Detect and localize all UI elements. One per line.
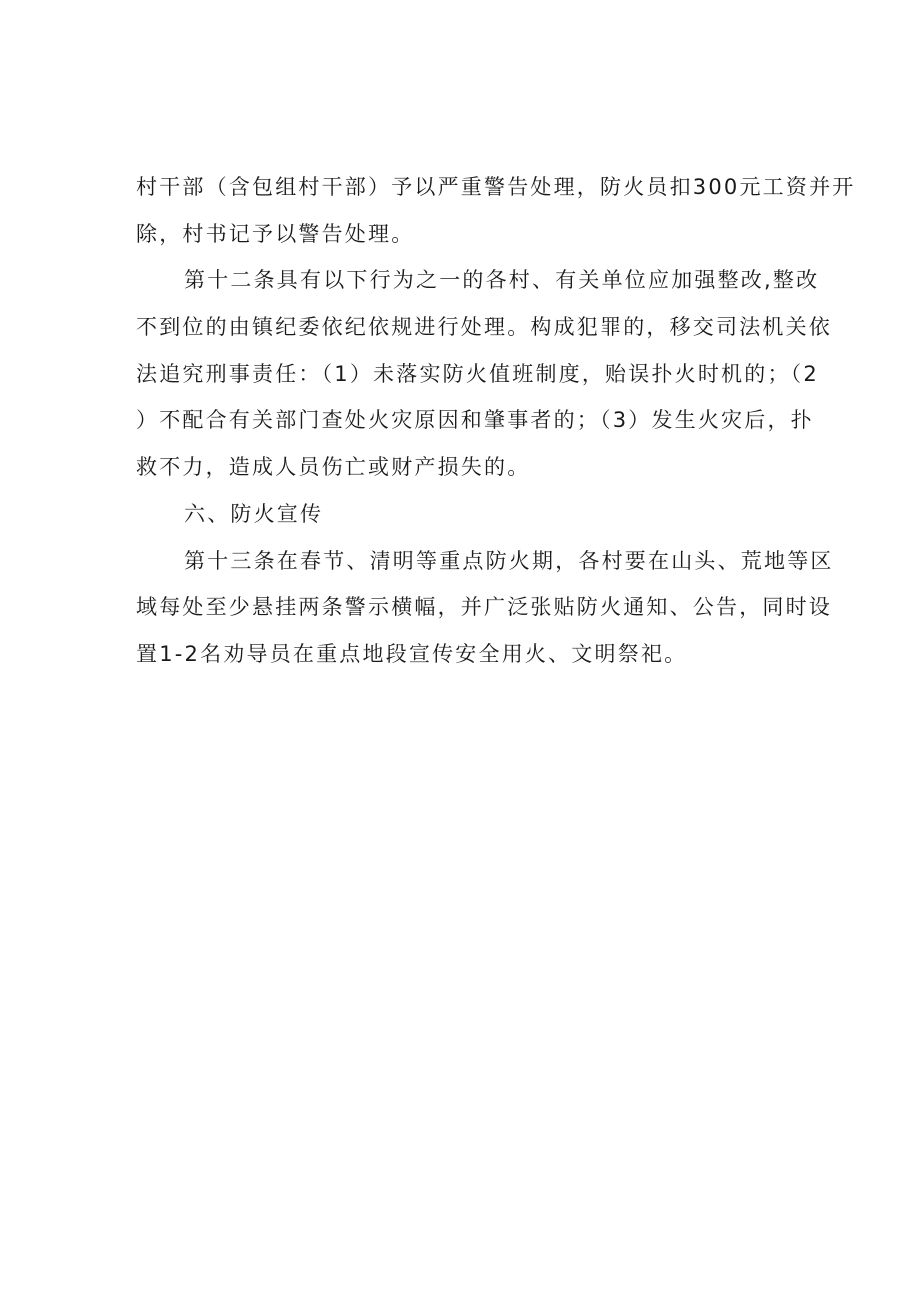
text-line: 法追究刑事责任：（1）未落实防火值班制度，贻误扑火时机的；（2 bbox=[136, 361, 819, 386]
text-line: 除，村书记予以警告处理。 bbox=[136, 221, 415, 246]
section-heading: 六、防火宣传 bbox=[184, 501, 324, 526]
text-line: ）不配合有关部门查处火灾原因和肇事者的；（3）发生火灾后，扑 bbox=[136, 408, 814, 433]
text-line: 不到位的由镇纪委依纪依规进行处理。构成犯罪的，移交司法机关依 bbox=[136, 315, 832, 340]
text-line: 救不力，造成人员伤亡或财产损失的。 bbox=[136, 455, 531, 480]
text-line: 置1-2名劝导员在重点地段宣传安全用火、文明祭祀。 bbox=[136, 641, 688, 666]
article-12-start: 第十二条具有以下行为之一的各村、有关单位应加强整改,整改 bbox=[184, 268, 820, 293]
text-line: 村干部（含包组村干部）予以严重警告处理，防火员扣300元工资并开 bbox=[136, 175, 856, 199]
document-body bbox=[136, 164, 856, 678]
text-line: 域每处至少悬挂两条警示横幅，并广泛张贴防火通知、公告，同时设 bbox=[136, 595, 832, 620]
article-13-start: 第十三条在春节、清明等重点防火期，各村要在山头、荒地等区 bbox=[184, 548, 834, 573]
